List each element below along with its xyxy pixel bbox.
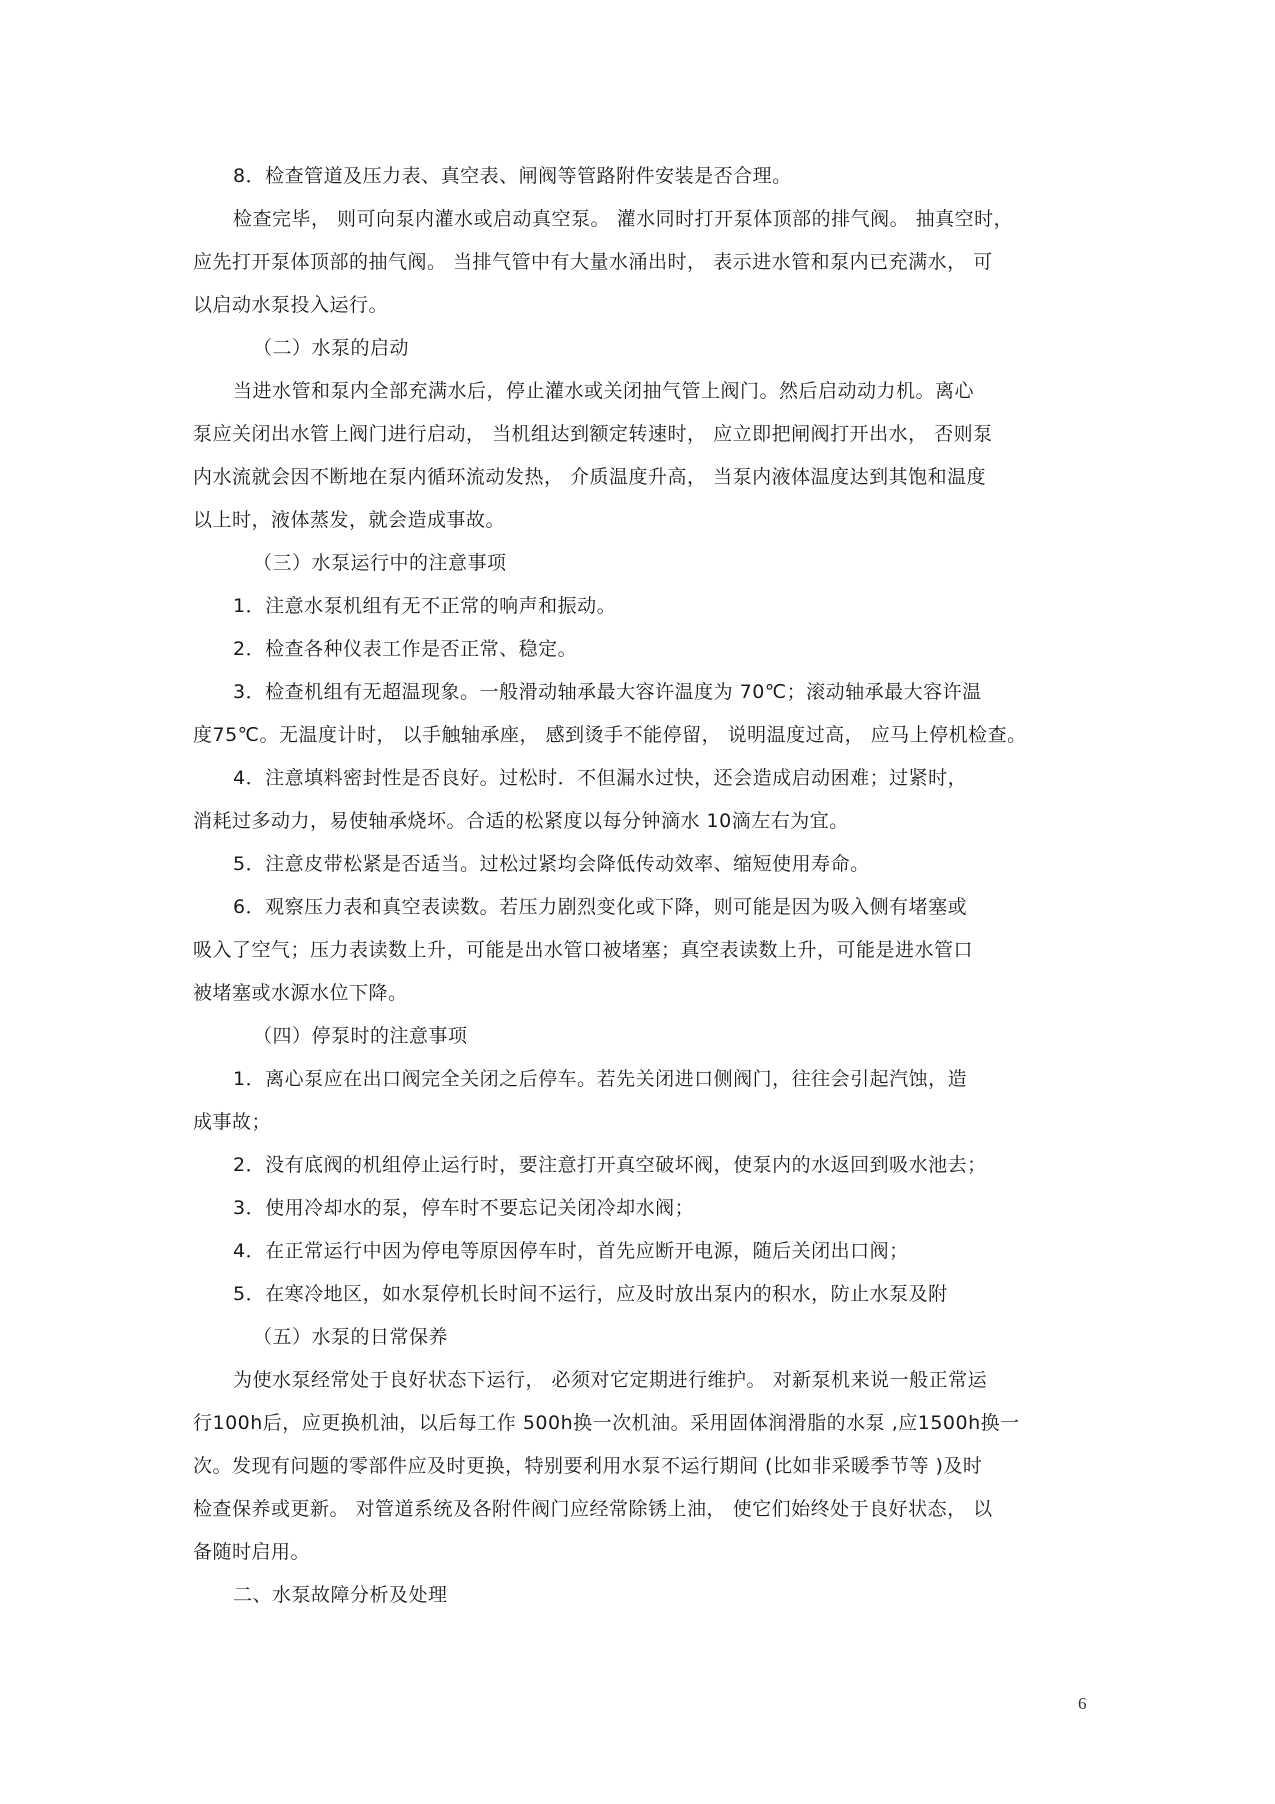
text-line: 4．在正常运行中因为停电等原因停车时，首先应断开电源，随后关闭出口阀；	[233, 1240, 909, 1262]
text-line: 以上时，液体蒸发，就会造成事故。	[193, 509, 506, 531]
text-line: 内水流就会因不断地在泵内循环流动发热， 介质温度升高， 当泵内液体温度达到其饱和温度	[193, 466, 987, 488]
text-line: 8．检查管道及压力表、真空表、闸阀等管路附件安装是否合理。	[233, 165, 792, 187]
text-line: 二、水泵故障分析及处理	[233, 1584, 448, 1606]
text-line: 为使水泵经常处于良好状态下运行， 必须对它定期进行维护。 对新泵机来说一般正常运	[233, 1369, 988, 1391]
text-line: 次。发现有问题的零部件应及时更换，特别要利用水泵不运行期间 (比如非采暖季节等 )及时	[193, 1455, 983, 1477]
text-line: 消耗过多动力，易使轴承烧坏。合适的松紧度以每分钟滴水 10滴左右为宜。	[193, 810, 849, 832]
text-line: （三）水泵运行中的注意事项	[253, 552, 507, 574]
text-line: （二）水泵的启动	[253, 337, 410, 359]
text-line: 泵应关闭出水管上阀门进行启动， 当机组达到额定转速时， 应立即把闸阀打开出水， 否则泵	[193, 423, 993, 445]
text-line: 吸入了空气；压力表读数上升，可能是出水管口被堵塞；真空表读数上升，可能是进水管口	[193, 939, 974, 961]
text-line: 5．在寒冷地区，如水泵停机长时间不运行，应及时放出泵内的积水，防止水泵及附	[233, 1283, 948, 1305]
text-line: 2．检查各种仪表工作是否正常、稳定。	[233, 638, 578, 660]
text-line: 以启动水泵投入运行。	[193, 294, 389, 316]
text-line: 1．离心泵应在出口阀完全关闭之后停车。若先关闭进口侧阀门，往往会引起汽蚀，造	[233, 1068, 968, 1090]
text-line: 5．注意皮带松紧是否适当。过松过紧均会降低传动效率、缩短使用寿命。	[233, 853, 870, 875]
text-line: 4．注意填料密封性是否良好。过松时．不但漏水过快，还会造成启动困难；过紧时，	[233, 767, 968, 789]
text-line: 应先打开泵体顶部的抽气阀。 当排气管中有大量水涌出时， 表示进水管和泵内已充满水， 可	[193, 251, 993, 273]
text-line: 6．观察压力表和真空表读数。若压力剧烈变化或下降，则可能是因为吸入侧有堵塞或	[233, 896, 968, 918]
text-line: 3．使用冷却水的泵，停车时不要忘记关闭冷却水阀；	[233, 1197, 695, 1219]
text-line: 当进水管和泵内全部充满水后，停止灌水或关闭抽气管上阀门。然后启动动力机。离心	[233, 380, 975, 402]
text-line: 成事故；	[193, 1111, 272, 1133]
text-line: （四）停泵时的注意事项	[253, 1025, 468, 1047]
text-line: 3．检查机组有无超温现象。一般滑动轴承最大容许温度为 70℃；滚动轴承最大容许温	[233, 681, 982, 703]
text-line: 备随时启用。	[193, 1541, 311, 1563]
page-number: 6	[1078, 1694, 1087, 1713]
text-line: 行100h后，应更换机油，以后每工作 500h换一次机油。采用固体润滑脂的水泵 ,应1500h换一	[193, 1412, 1020, 1434]
text-line: 被堵塞或水源水位下降。	[193, 982, 408, 1004]
text-line: 检查完毕， 则可向泵内灌水或启动真空泵。 灌水同时打开泵体顶部的排气阀。 抽真空时，	[233, 208, 1014, 230]
text-line: （五）水泵的日常保养	[253, 1326, 449, 1348]
text-line: 2．没有底阀的机组停止运行时，要注意打开真空破坏阀，使泵内的水返回到吸水池去；	[233, 1154, 987, 1176]
text-line: 1．注意水泵机组有无不正常的响声和振动。	[233, 595, 617, 617]
text-line: 度75℃。无温度计时， 以手触轴承座， 感到烫手不能停留， 说明温度过高， 应马上停机检查。	[193, 724, 1027, 746]
text-line: 检查保养或更新。 对管道系统及各附件阀门应经常除锈上油， 使它们始终处于良好状态， 以	[193, 1498, 993, 1520]
